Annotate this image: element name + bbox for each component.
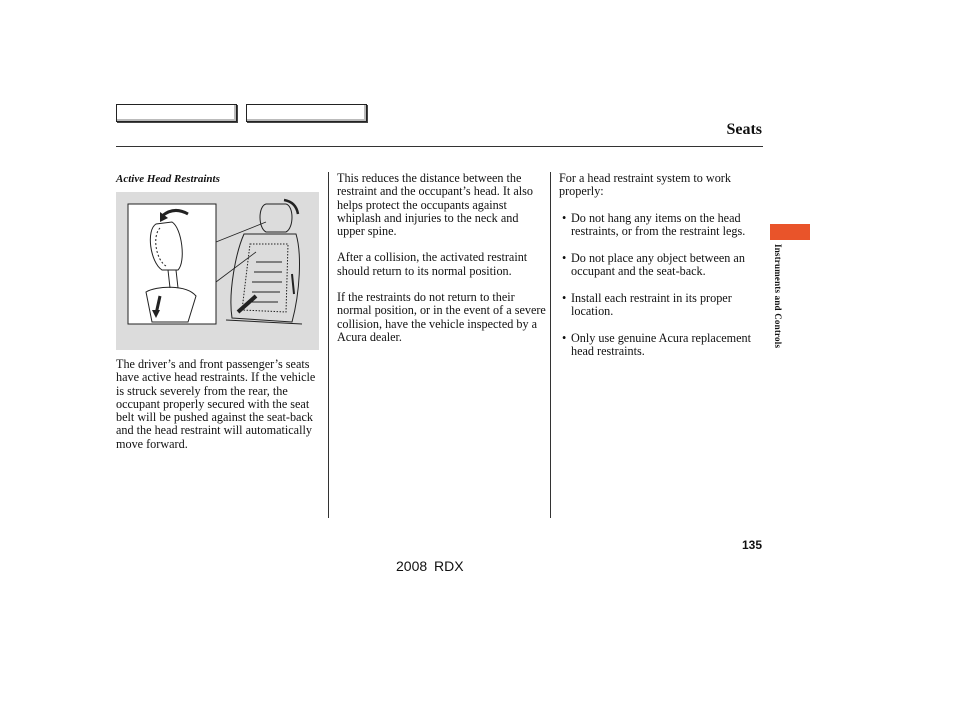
paragraph: For a head restraint system to work properly: [559, 171, 731, 199]
title-divider [116, 146, 763, 147]
arrow-push-icon [238, 296, 256, 312]
list-item: • Only use genuine Acura replacement head restraints. [562, 330, 752, 359]
paragraph: If the restraints do not return to their normal position, or in the event of a severe collision, have the vehicle inspected by a Acura dealer. [337, 290, 546, 344]
section-tab[interactable] [770, 224, 810, 240]
arrow-down-icon [292, 274, 294, 294]
column-2-text [337, 172, 547, 357]
footer-model: 2008 RDX [396, 558, 464, 574]
bullet-icon: • [562, 330, 567, 345]
bullet-icon: • [562, 210, 567, 225]
column-divider [328, 172, 329, 518]
seat-back [226, 204, 302, 324]
list-item: • Do not hang any items on the head restraints, or from the restraint legs. [562, 210, 746, 238]
section-label: Instruments and Controls [773, 244, 783, 349]
section-heading: Active Head Restraints [116, 173, 220, 185]
nav-button-previous[interactable] [116, 104, 237, 122]
paragraph: The driver’s and front passenger’s seats have active head restraints. If the vehicle is struck severely from the rear, the occupant properly secured with the seat belt will be pushed against the seat-back and the head restraint will automatically move forward. [116, 357, 316, 451]
arrow-rotate-icon [284, 200, 298, 214]
bullet-icon: • [562, 290, 567, 305]
column-3-text [559, 172, 765, 372]
page-number: 135 [741, 538, 762, 552]
list-item: • Install each restraint in its proper location. [562, 290, 732, 319]
head-restraint-illustration [116, 192, 319, 350]
bullet-list [559, 212, 765, 359]
seat-diagram-svg [116, 192, 319, 350]
column-1-text [116, 358, 322, 464]
column-divider [550, 172, 551, 518]
paragraph: This reduces the distance between the restraint and the occupant’s head. It also helps protect the occupants against whiplash and injuries to the neck and upper spine. [337, 171, 533, 239]
nav-button-next[interactable] [246, 104, 367, 122]
paragraph: After a collision, the activated restraint should return to its normal position. [337, 250, 528, 278]
page-title: Seats [726, 121, 762, 138]
list-item: • Do not place any object between an occupant and the seat-back. [562, 250, 745, 278]
bullet-icon: • [562, 250, 567, 265]
